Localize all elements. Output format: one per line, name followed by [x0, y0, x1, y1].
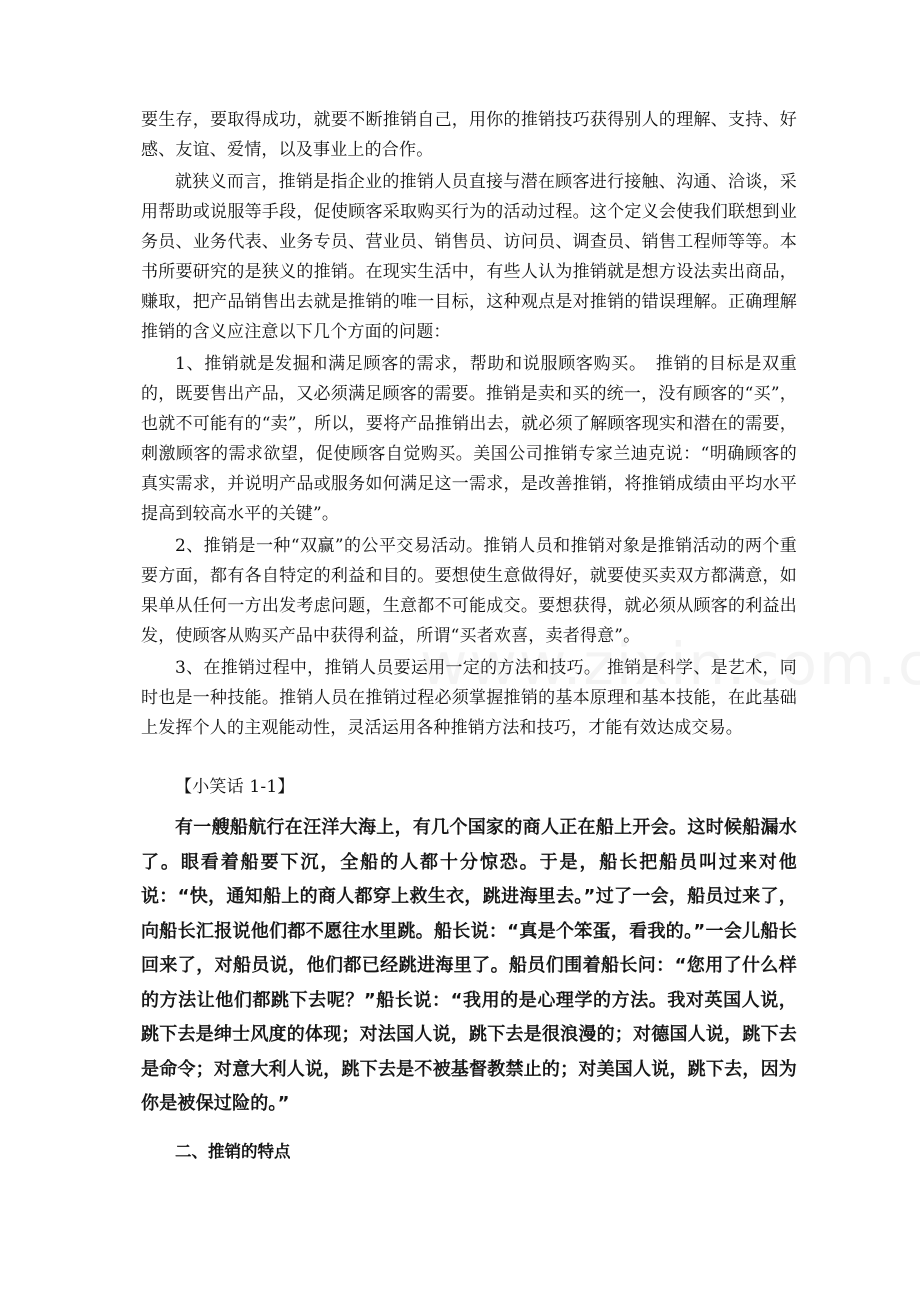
- paragraph-point-3: 3、在推销过程中，推销人员要运用一定的方法和技巧。 推销是科学、是艺术，同时也是一种技能。推销人员在推销过程必须掌握推销的基本原理和基本技能，在此基础上发挥个人的主观能动性，灵活运用各种推销方法和技巧，才能有效达成交易。: [141, 658, 797, 738]
- paragraph-narrow-definition: 就狭义而言，推销是指企业的推销人员直接与潜在顾客进行接触、沟通、洽谈，采用帮助或说服等手段，促使顾客采取购买行为的活动过程。这个定义会使我们联想到业务员、业务代表、业务专员、营业员、销售员、访问员、调查员、销售工程师等等。本书所要研究的是狭义的推销。在现实生活中，有些人认为推销就是想方设法卖出商品，赚取，把产品销售出去就是推销的唯一目标，这种观点是对推销的错误理解。正确理解推销的含义应注意以下几个方面的问题：: [141, 172, 797, 342]
- paragraph-point-1: 1、推销就是发掘和满足顾客的需求，帮助和说服顾客购买。 推销的目标是双重的，既要售出产品，又必须满足顾客的需要。推销是卖和买的统一，没有顾客的“买”，也就不可能有的“卖”，所以，要将产品推销出去，就必须了解顾客现实和潜在的需要，刺激顾客的需求欲望，促使顾客自觉购买。美国公司推销专家兰迪克说：“明确顾客的真实需求，并说明产品或服务如何满足这一需求，是改善推销，将推销成绩由平均水平提高到较高水平的关键”。: [141, 354, 797, 524]
- body-text-upper: [141, 105, 797, 743]
- joke-label-block: [141, 772, 797, 802]
- joke-text: 有一艘船航行在汪洋大海上，有几个国家的商人正在船上开会。这时候船漏水了。眼看着船要下沉，全船的人都十分惊恐。于是，船长把船员叫过来对他说：“快，通知船上的商人都穿上救生衣，跳进海里去。”过了一会，船员过来了，向船长汇报说他们都不愿往水里跳。船长说：“真是个笨蛋，看我的。”一会儿船长回来了，对船员说，他们都已经跳进海里了。船员们围着船长问：“您用了什么样的方法让他们都跳下去呢？”船长说：“我用的是心理学的方法。我对英国人说，跳下去是绅士风度的体现；对法国人说，跳下去是很浪漫的；对德国人说，跳下去是命令；对意大利人说，跳下去是不被基督教禁止的；对美国人说，跳下去，因为你是被保过险的。”: [141, 817, 797, 1114]
- section-heading: 二、推销的特点: [175, 1142, 291, 1161]
- section-heading-block: [141, 1138, 797, 1166]
- paragraph-point-2: 2、推销是一种“双赢”的公平交易活动。推销人员和推销对象是推销活动的两个重要方面，都有各自特定的利益和目的。要想使生意做得好，就要使买卖双方都满意，如果单从任何一方出发考虑问题，生意都不可能成交。要想获得，就必须从顾客的利益出发，使顾客从购买产品中获得利益，所谓“买者欢喜，卖者得意”。: [141, 536, 797, 646]
- joke-label: 【小笑话 1-1】: [175, 777, 295, 797]
- joke-block: [141, 811, 797, 1122]
- paragraph-intro-continuation: 要生存，要取得成功，就要不断推销自己，用你的推销技巧获得别人的理解、支持、好感、友谊、爱情，以及事业上的合作。: [141, 110, 797, 160]
